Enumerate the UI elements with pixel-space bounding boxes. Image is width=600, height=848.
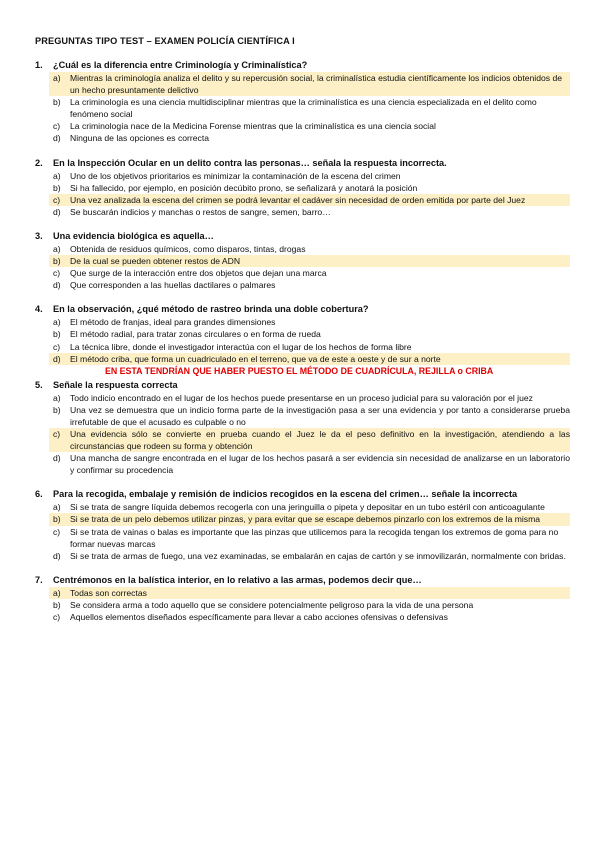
question-header	[35, 157, 570, 169]
question-text: Señale la respuesta correcta	[53, 379, 178, 390]
option-text: De la cual se pueden obtener restos de ADN	[70, 256, 241, 267]
option-d	[35, 132, 570, 144]
option-text: Si se trata de armas de fuego, una vez examinadas, se embalarán en cajas de cartón y se inmovilizarán, normalmente con bridas.	[70, 550, 566, 561]
option-d	[35, 452, 570, 476]
question-number: 1.	[35, 60, 43, 70]
option-letter: b)	[53, 182, 61, 193]
question-5	[35, 379, 570, 477]
question-text: ¿Cuál es la diferencia entre Criminología y Criminalística?	[53, 60, 308, 70]
option-c-highlighted	[49, 428, 570, 452]
option-b	[35, 404, 570, 428]
option-text: Si se trata de sangre líquida debemos recogerla con una jeringuilla o pipeta y depositar en un tubo estéril con anticoagulante	[70, 502, 545, 513]
question-text: Una evidencia biológica es aquella…	[53, 230, 214, 241]
option-letter: a)	[53, 502, 61, 513]
option-a	[35, 392, 570, 404]
option-letter: a)	[53, 317, 61, 328]
question-header	[35, 230, 570, 242]
option-a	[35, 316, 570, 328]
question-text: En la observación, ¿qué método de rastreo brinda una doble cobertura?	[53, 304, 369, 315]
option-c-highlighted	[49, 194, 570, 206]
option-letter: c)	[53, 526, 61, 537]
option-text: Si se trata de vainas o balas es importante que las pinzas que utilicemos para la recogida tengan los extremos de goma para no formar nuevas marcas	[70, 526, 559, 549]
option-b	[35, 328, 570, 340]
option-a-highlighted	[49, 72, 570, 96]
option-letter: a)	[53, 170, 61, 181]
question-header	[35, 59, 570, 71]
option-text: Todo indicio encontrado en el lugar de los hechos puede presentarse en un proceso judicial para su valoración por el juez	[70, 392, 533, 403]
option-letter: d)	[53, 353, 61, 364]
option-letter: a)	[53, 243, 61, 254]
option-letter: b)	[53, 514, 61, 525]
option-a	[35, 170, 570, 182]
option-d	[35, 206, 570, 218]
question-header	[35, 379, 570, 391]
option-letter: c)	[53, 194, 61, 205]
option-c	[35, 611, 570, 623]
option-letter: a)	[53, 73, 61, 83]
option-letter: c)	[53, 121, 61, 132]
option-letter: b)	[53, 404, 61, 415]
option-text: Obtenida de residuos químicos, como disparos, tintas, drogas	[70, 243, 306, 254]
option-text: El método de franjas, ideal para grandes dimensiones	[70, 317, 276, 328]
question-2	[35, 157, 570, 218]
question-6	[35, 488, 570, 561]
option-text: Si ha fallecido, por ejemplo, en posición decúbito prono, se señalizará y anotará la posición	[70, 182, 418, 193]
option-a	[35, 501, 570, 513]
option-c	[35, 526, 570, 550]
option-text: Se considera arma a todo aquello que se considere potencialmente peligroso para la vida de una persona	[70, 599, 474, 610]
option-text: Si se trata de un pelo debemos utilizar pinzas, y para evitar que se escape debemos pinzarlo con los extremos de la misma	[70, 514, 541, 525]
option-text: Que surge de la interacción entre dos objetos que dejan una marca	[70, 268, 327, 279]
question-3	[35, 230, 570, 291]
question-text: Para la recogida, embalaje y remisión de indicios recogidos en la escena del crimen… señale la incorrecta	[53, 489, 518, 500]
option-c	[35, 341, 570, 353]
question-header	[35, 574, 570, 586]
option-text: Una evidencia sólo se convierte en prueba cuando el Juez le da el peso definitivo en la investigación, atendiendo a las circunstancias que rodeen su forma y obtención	[70, 428, 570, 452]
question-7	[35, 574, 570, 623]
option-d	[35, 550, 570, 562]
option-text: La criminología nace de la Medicina Forense mientras que la criminalística es una ciencia social	[70, 121, 436, 132]
question-text: En la Inspección Ocular en un delito contra las personas… señala la respuesta incorrecta.	[53, 157, 447, 168]
option-b-highlighted	[49, 513, 570, 525]
option-text: Que corresponden a las huellas dactilares o palmares	[70, 280, 276, 291]
question-4	[35, 303, 570, 376]
option-text: Uno de los objetivos prioritarios es minimizar la contaminación de la escena del crimen	[70, 170, 401, 181]
option-a-highlighted	[49, 587, 570, 599]
question-header	[35, 488, 570, 500]
question-text: Centrémonos en la balística interior, en lo relativo a las armas, podemos decir que…	[53, 574, 422, 585]
option-letter: c)	[53, 341, 61, 352]
option-b-highlighted	[49, 255, 570, 267]
option-b	[35, 182, 570, 194]
option-letter: d)	[53, 550, 61, 561]
option-c	[35, 267, 570, 279]
option-text: La criminología es una ciencia multidisciplinar mientras que la criminalística es una ciencia especializada en el delito como fenómeno social	[70, 97, 537, 120]
option-text: Se buscarán indicios y manchas o restos de sangre, semen, barro…	[70, 206, 331, 217]
question-header	[35, 303, 570, 315]
option-text: Mientras la criminología analiza el delito y su repercusión social, la criminalística estudia científicamente los indicios obtenidos de un hecho presuntamente delictivo	[70, 73, 562, 96]
question-1	[35, 59, 570, 145]
option-text: Una vez se demuestra que un indicio forma parte de la investigación pasa a ser una evidencia y por tanto a considerarse prueba irrefutable de que el acusado es culpable o no	[70, 404, 570, 427]
option-letter: b)	[53, 329, 61, 340]
option-letter: d)	[53, 133, 61, 144]
option-letter: b)	[53, 97, 61, 108]
option-text: Una vez analizada la escena del crimen se podrá levantar el cadáver sin necesidad de orden emitida por parte del Juez	[70, 194, 526, 205]
question-number: 5.	[35, 379, 43, 390]
option-b	[35, 96, 570, 120]
option-letter: d)	[53, 453, 61, 464]
option-letter: c)	[53, 268, 61, 279]
correction-note: EN ESTA TENDRÍAN QUE HABER PUESTO EL MÉTODO DE CUADRÍCULA, REJILLA o CRIBA	[105, 365, 494, 376]
question-number: 4.	[35, 304, 43, 315]
option-letter: b)	[53, 256, 61, 267]
option-a	[35, 243, 570, 255]
question-number: 7.	[35, 574, 43, 585]
option-letter: c)	[53, 428, 61, 439]
option-text: Aquellos elementos diseñados específicamente para llevar a cabo acciones ofensivas o defensivas	[70, 612, 448, 622]
document-title: PREGUNTAS TIPO TEST – EXAMEN POLICÍA CIENTÍFICA I	[35, 36, 295, 46]
question-number: 6.	[35, 489, 43, 500]
option-letter: b)	[53, 599, 61, 610]
option-text: Ninguna de las opciones es correcta	[70, 133, 210, 144]
option-d-highlighted	[49, 353, 570, 365]
option-d	[35, 279, 570, 291]
option-letter: d)	[53, 206, 61, 217]
question-number: 3.	[35, 230, 43, 241]
option-letter: c)	[53, 612, 61, 622]
option-letter: d)	[53, 280, 61, 291]
option-text: La técnica libre, donde el investigador interactúa con el lugar de los hechos de forma libre	[70, 341, 412, 352]
option-letter: a)	[53, 587, 61, 598]
question-number: 2.	[35, 157, 43, 168]
option-text: El método radial, para tratar zonas circulares o en forma de rueda	[70, 329, 321, 340]
option-text: El método criba, que forma un cuadriculado en el terreno, que va de este a oeste y de sur a norte	[70, 353, 441, 364]
option-letter: a)	[53, 392, 61, 403]
option-c	[35, 120, 570, 132]
option-text: Una mancha de sangre encontrada en el lugar de los hechos pasará a ser evidencia sin necesidad de analizarse en un laboratorio y confirmar su procedencia	[70, 453, 570, 476]
option-text: Todas son correctas	[70, 587, 147, 598]
option-b	[35, 599, 570, 611]
